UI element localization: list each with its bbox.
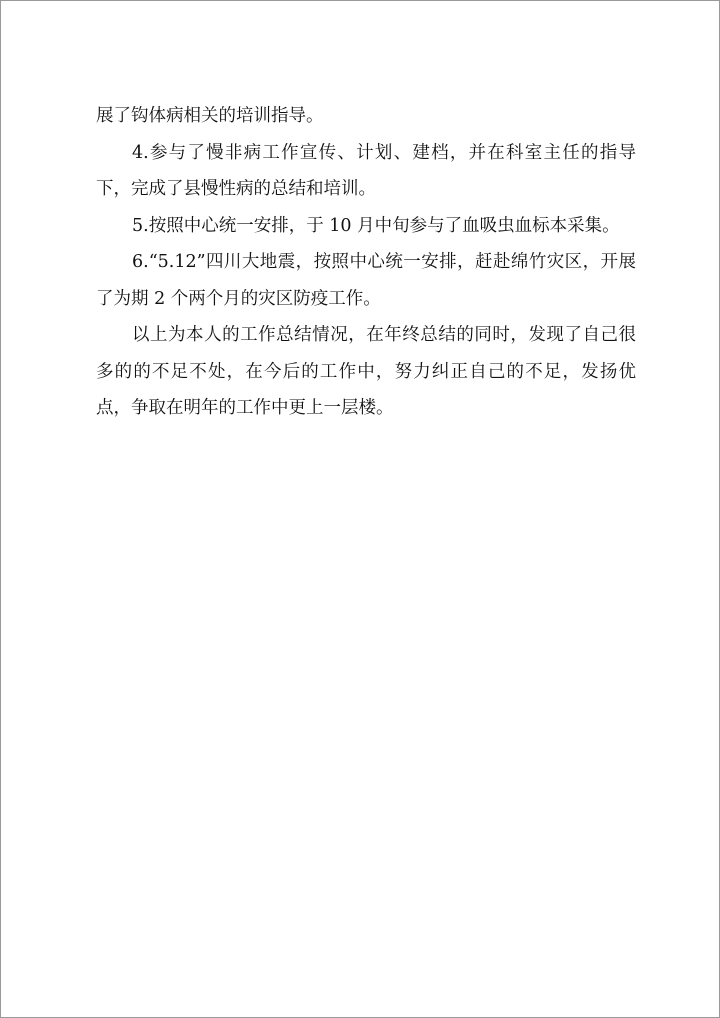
paragraph-summary: 以上为本人的工作总结情况，在年终总结的同时，发现了自己很多的的不足不处，在今后的工作中，努力纠正自己的不足，发扬优点，争取在明年的工作中更上一层楼。 <box>96 325 636 418</box>
paragraph-item-4: 4.参与了慢非病工作宣传、计划、建档，并在科室主任的指导下，完成了县慢性病的总结和培训。 <box>96 142 636 199</box>
paragraph-continuation: 展了钩体病相关的培训指导。 <box>96 106 324 126</box>
paragraph-item-6: 6.“5.12”四川大地震，按照中心统一安排，赶赴绵竹灾区，开展了为期 2 个两个月的灾区防疫工作。 <box>96 252 636 309</box>
paragraph-item-5: 5.按照中心统一安排，于 10 月中旬参与了血吸虫血标本采集。 <box>132 215 620 236</box>
document-body <box>96 98 636 427</box>
